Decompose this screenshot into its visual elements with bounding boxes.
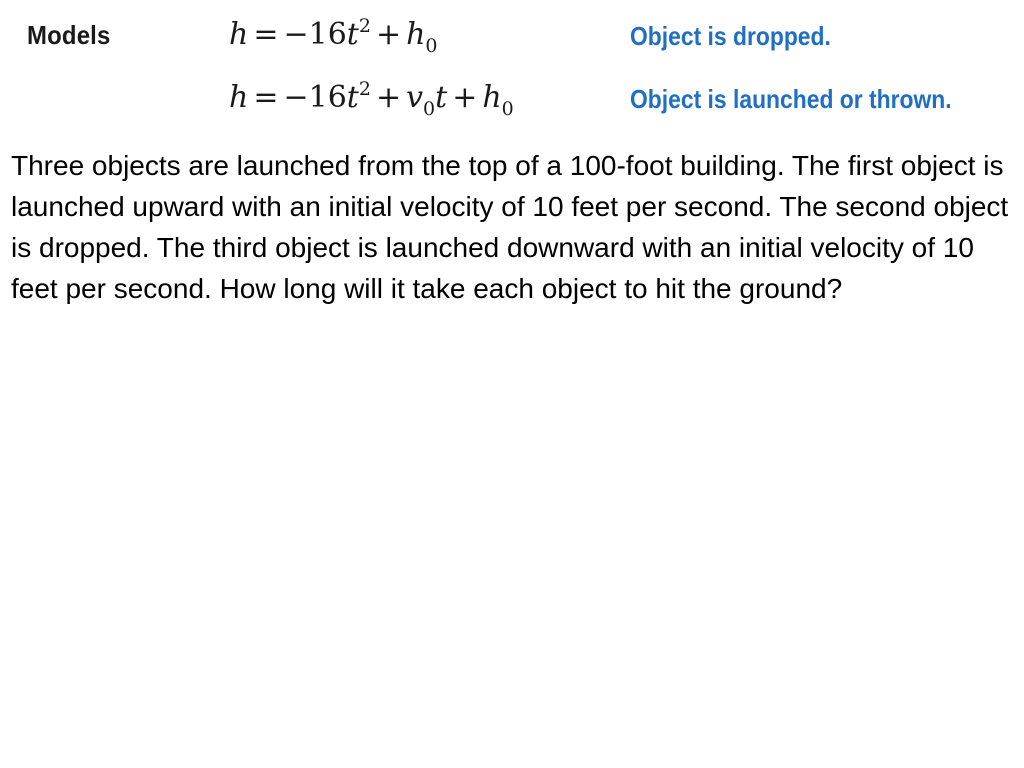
formula-var-v0: v: [406, 80, 424, 115]
problem-text: Three objects are launched from the top of a 100-foot building. The first object is launched upward with an initial velocity of 10 feet per second. The second object is dropped. The third object is launched downward with an initial velocity of 10 feet per second. How long will it take each object to hit the ground?: [11, 150, 1009, 304]
description-launched: Object is launched or thrown.: [630, 84, 952, 114]
formula-var-t: t: [346, 80, 359, 115]
formula-equals: =: [253, 17, 279, 52]
formula-subscript: 0: [501, 98, 514, 120]
formula-coefficient: −16: [283, 17, 347, 52]
formula-exponent: 2: [358, 15, 371, 37]
formula-plus: +: [375, 80, 402, 115]
formula-plus: +: [375, 17, 402, 52]
formula-var-h: h: [229, 17, 249, 52]
formula-coefficient: −16: [283, 80, 347, 115]
formula-var-t: t: [346, 17, 359, 52]
description-dropped: Object is dropped.: [630, 21, 831, 51]
formula-plus: +: [452, 80, 478, 115]
formula-var-t: t: [435, 80, 448, 115]
formula-var-h: h: [229, 80, 249, 115]
formula-subscript: 0: [423, 98, 436, 120]
formula-launched: [229, 78, 514, 120]
formula-dropped: [229, 15, 438, 57]
formula-equals: =: [253, 80, 279, 115]
formula-subscript: 0: [425, 35, 438, 57]
formula-exponent: 2: [358, 78, 371, 100]
formula-var-h0: h: [482, 80, 502, 115]
models-heading: Models: [27, 20, 111, 50]
formula-var-h0: h: [406, 17, 426, 52]
